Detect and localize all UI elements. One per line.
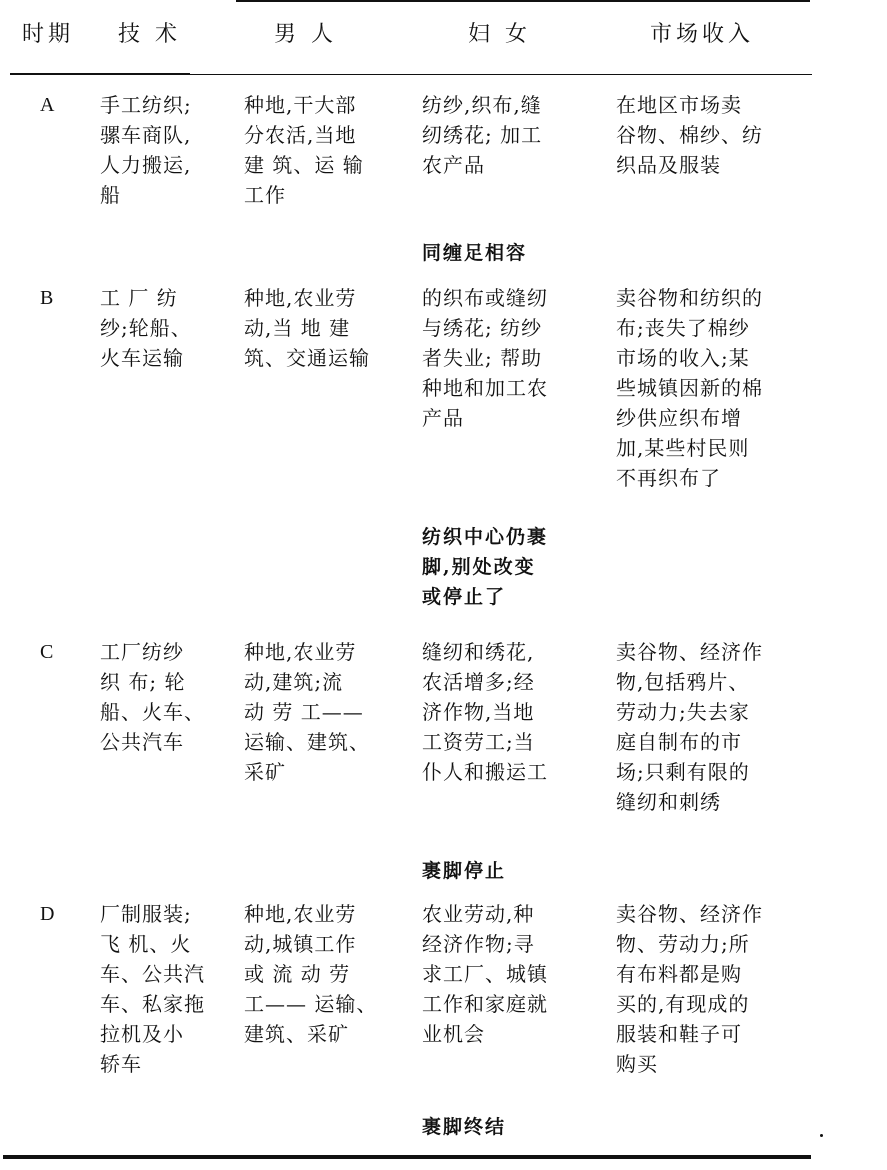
table-cell-women: 缝纫和绣花, 农活增多;经 济作物,当地 工资劳工;当 仆人和搬运工 xyxy=(422,640,548,784)
header-technology: 技 术 xyxy=(118,22,181,47)
table-cell-women: 农业劳动,种 经济作物;寻 求工厂、城镇 工作和家庭就 业机会 xyxy=(422,902,548,1046)
table-cell-women: 的织布或缝纫 与绣花; 纺纱 者失业; 帮助 种地和加工农 产品 xyxy=(422,286,548,430)
table-cell-men: 种地,农业劳 动,城镇工作 或 流 动 劳 工—— 运输、 建筑、采矿 xyxy=(244,902,378,1046)
top-rule xyxy=(236,0,810,2)
table-row-period: D xyxy=(40,903,55,925)
bottom-rule-thick xyxy=(3,1157,811,1159)
table-row-period: A xyxy=(40,94,55,116)
table-cell-market-income: 在地区市场卖 谷物、棉纱、纺 织品及服装 xyxy=(616,93,763,177)
table-cell-market-income: 卖谷物、经济作 物、劳动力;所 有布料都是购 买的,有现成的 服装和鞋子可 购买 xyxy=(616,902,763,1076)
header-period: 时期 xyxy=(22,22,75,47)
table-cell-men: 种地,农业劳 动,建筑;流 动 劳 工—— 运输、建筑、 采矿 xyxy=(244,640,370,784)
table-row-period: B xyxy=(40,287,54,309)
footbinding-note: 同缠足相容 xyxy=(422,242,528,264)
header-market-income: 市场收入 xyxy=(650,22,755,47)
stray-dot xyxy=(820,1134,823,1137)
header-men: 男 人 xyxy=(274,22,337,47)
table-cell-technology: 厂制服装; 飞 机、火 车、公共汽 车、私家拖 拉机及小 轿车 xyxy=(100,902,205,1076)
table-cell-market-income: 卖谷物、经济作 物,包括鸦片、 劳动力;失去家 庭自制布的市 场;只剩有限的 缝纫和刺绣 xyxy=(616,640,763,814)
table-cell-men: 种地,干大部 分农活,当地 建 筑、运 输 工作 xyxy=(244,93,364,207)
table-row-period: C xyxy=(40,641,54,663)
footbinding-note: 裹脚停止 xyxy=(422,860,507,882)
footbinding-note: 裹脚终结 xyxy=(422,1116,507,1138)
table-cell-technology: 手工纺织; 骡车商队, 人力搬运, 船 xyxy=(100,93,192,207)
table-cell-technology: 工 厂 纺 纱;轮船、 火车运输 xyxy=(100,286,192,370)
table-cell-market-income: 卖谷物和纺织的 布;丧失了棉纱 市场的收入;某 些城镇因新的棉 纱供应织布增 加,某些村民则 不再织布了 xyxy=(616,286,763,490)
table-cell-technology: 工厂纺纱 织 布; 轮 船、火车、 公共汽车 xyxy=(100,640,205,754)
header-rule-thick xyxy=(10,73,190,75)
footbinding-note: 纺织中心仍裹 脚,别处改变 或停止了 xyxy=(422,526,549,608)
table-cell-women: 纺纱,织布,缝 纫绣花; 加工 农产品 xyxy=(422,93,543,177)
header-women: 妇 女 xyxy=(468,22,531,47)
table-cell-men: 种地,农业劳 动,当 地 建 筑、交通运输 xyxy=(244,286,370,370)
